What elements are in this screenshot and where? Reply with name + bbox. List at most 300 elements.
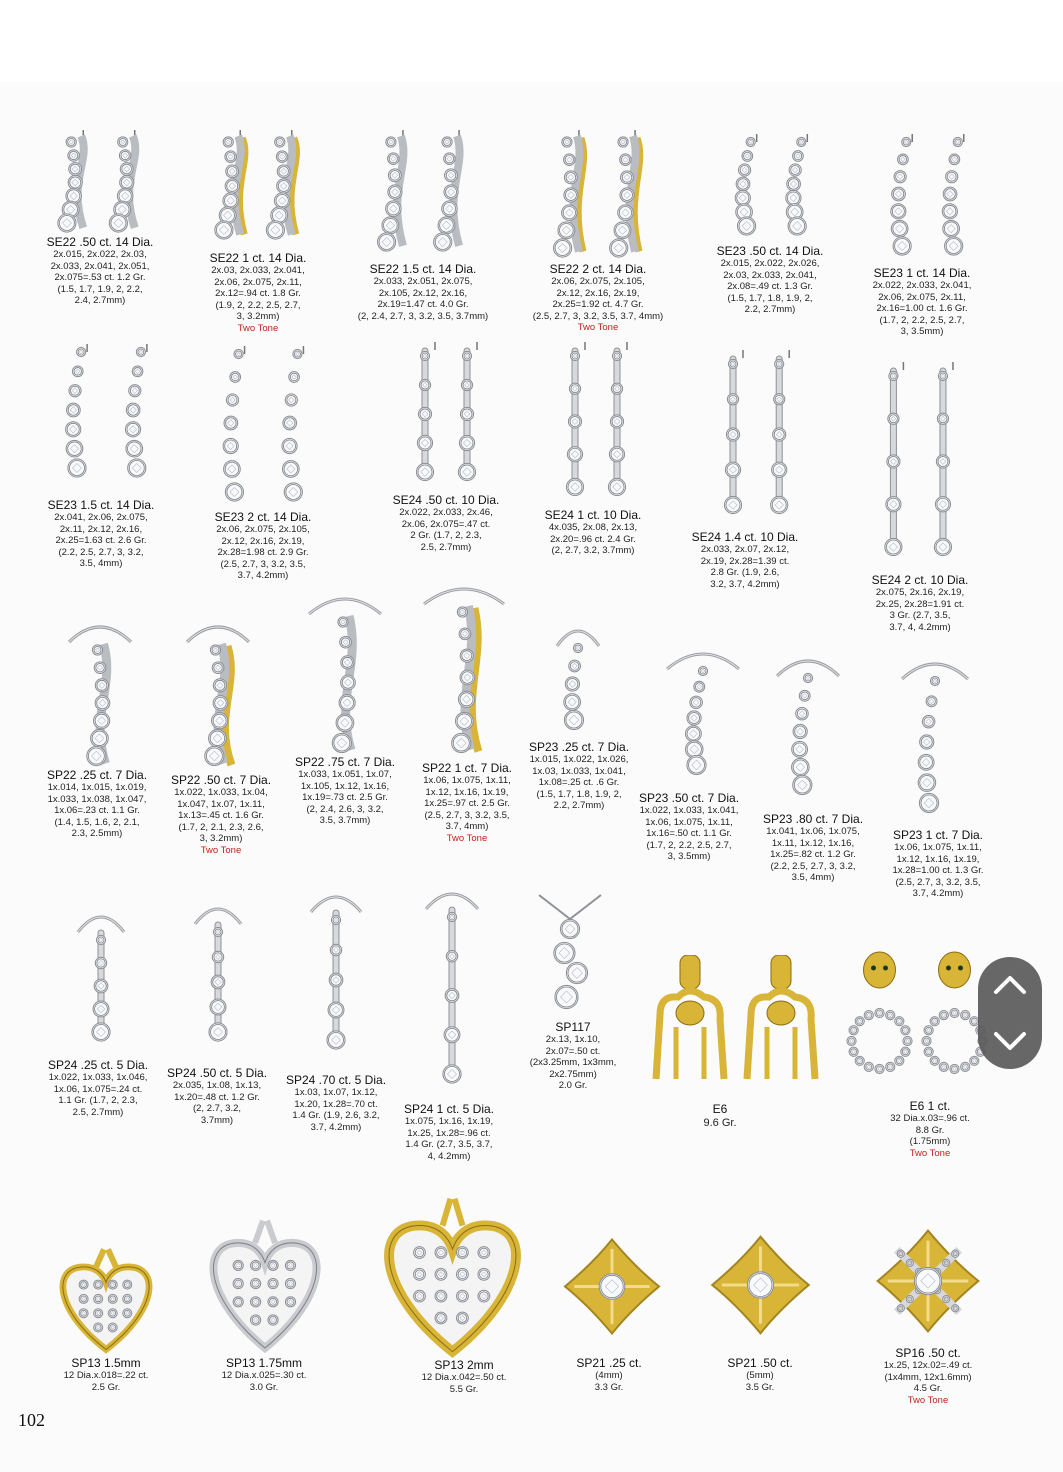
diamond-icon xyxy=(795,726,806,737)
diamond-icon xyxy=(331,975,342,986)
diamond-icon xyxy=(570,417,580,427)
jewelry-group xyxy=(902,664,968,813)
diamond-icon xyxy=(221,209,235,223)
jewelry-group xyxy=(309,599,381,753)
diamond-icon xyxy=(555,944,573,962)
diamond-icon xyxy=(420,409,430,419)
item-caption xyxy=(343,262,503,322)
diamond-icon xyxy=(460,693,473,706)
diamond-icon xyxy=(70,177,81,188)
diamond-icon xyxy=(227,485,242,500)
jewelry-group xyxy=(667,654,739,775)
item-caption xyxy=(513,508,673,557)
diamond-icon xyxy=(59,216,74,231)
item-caption xyxy=(858,828,1018,900)
item-specs: 2x.06, 2x.075, 2x.105, 2x.12, 2x.16, 2x.19, 2x.25=1.92 ct. 4.7 Gr. (2.5, 2.7, 3, 3.2, 3.5, 3.7, 4mm) xyxy=(532,276,664,322)
diamond-icon xyxy=(379,235,394,250)
jewelry-group xyxy=(885,362,953,556)
diamond-icon xyxy=(330,1004,343,1017)
jewelry-group xyxy=(66,344,147,477)
diamond-icon xyxy=(622,190,633,201)
item-caption xyxy=(848,1346,1008,1407)
jewelry-image xyxy=(773,652,843,797)
jewelry-group xyxy=(195,909,241,1041)
diamond-icon xyxy=(797,709,806,718)
diamond-icon xyxy=(601,1275,623,1297)
jewelry-image xyxy=(422,885,482,1090)
item-title: E6 xyxy=(712,1102,728,1116)
item-title: SE22 .50 ct. 14 Dia. xyxy=(46,235,154,249)
diamond-icon xyxy=(562,921,578,937)
item-caption xyxy=(184,1356,344,1393)
diamond-icon xyxy=(774,430,784,440)
diamond-icon xyxy=(458,1292,467,1301)
chain-highlight xyxy=(309,599,381,614)
diamond-icon xyxy=(565,190,576,201)
jewelry-image xyxy=(858,360,976,565)
item-caption xyxy=(842,266,1002,338)
diamond-icon xyxy=(788,179,799,190)
diamond-icon xyxy=(130,386,139,395)
diamond-icon xyxy=(791,166,800,175)
diamond-icon xyxy=(342,677,354,689)
two-tone-label: Two Tone xyxy=(907,1394,949,1406)
item-specs: 1x.06, 1x.075, 1x.11, 1x.12, 1x.16, 1x.19, 1x.28=1.00 ct. 1.3 Gr. (2.5, 2.7, 3, 3.2, 3.5, 3.7, 4.2mm) xyxy=(892,842,984,899)
page-number: 102 xyxy=(18,1410,45,1430)
panther-head xyxy=(939,952,971,988)
jewelry-group xyxy=(63,1249,149,1349)
item-title: SE24 .50 ct. 10 Dia. xyxy=(392,493,500,507)
item-title: SE23 1 ct. 14 Dia. xyxy=(873,266,971,280)
two-tone-label: Two Tone xyxy=(200,844,242,856)
item-title: SP24 .25 ct. 5 Dia. xyxy=(47,1058,149,1072)
diamond-icon xyxy=(563,207,575,219)
diamond-icon xyxy=(215,697,227,709)
panther-eye xyxy=(958,966,963,971)
item-specs: 32 Dia.x.03=.96 ct. 8.8 Gr. (1.75mm) xyxy=(890,1113,970,1147)
diamond-icon xyxy=(226,418,237,429)
two-tone-label: Two Tone xyxy=(577,322,619,333)
panther-head xyxy=(864,952,896,988)
chevron-down-icon xyxy=(991,1029,1029,1053)
diamond-icon xyxy=(96,981,107,992)
jewelry-image xyxy=(307,888,365,1056)
diamond-icon xyxy=(462,672,474,684)
diamond-icon xyxy=(446,171,456,181)
item-specs: 2x.015, 2x.022, 2x.026, 2x.03, 2x.033, 2x.041, 2x.08=.49 ct. 1.3 Gr. (1.5, 1.7, 1.8, 1.9, 2, 2.2, 2.7mm) xyxy=(720,258,820,315)
diamond-icon xyxy=(341,696,354,709)
diamond-icon xyxy=(389,187,400,198)
item-title: SP24 .70 ct. 5 Dia. xyxy=(285,1073,387,1087)
diamond-icon xyxy=(920,776,934,790)
item-specs: 1x.075, 1x.16, 1x.19, 1x.25, 1x.28=.96 ct. 1.4 Gr. (2.7, 3.5, 3.7, 4, 4.2mm) xyxy=(404,1116,494,1162)
chain-highlight xyxy=(187,627,249,642)
diamond-icon xyxy=(111,216,126,231)
item-title: SP24 .50 ct. 5 Dia. xyxy=(166,1066,268,1080)
diamond-icon xyxy=(446,1028,459,1041)
diamond-icon xyxy=(415,1248,424,1257)
heart-frame xyxy=(389,1225,516,1351)
item-specs: 1x.033, 1x.051, 1x.07, 1x.105, 1x.12, 1x.16, 1x.19=.73 ct. 2.5 Gr. (2, 2.4, 2.6, 3, 3.2, 3.5, 3.7mm) xyxy=(298,769,392,826)
item-title: SP13 1.75mm xyxy=(225,1356,303,1370)
diamond-icon xyxy=(567,679,578,690)
chain-icon xyxy=(539,895,601,919)
diamond-icon xyxy=(286,485,301,500)
diamond-icon xyxy=(97,697,109,709)
diamond-icon xyxy=(790,219,805,234)
jewelry-group xyxy=(426,894,478,1083)
diamond-icon xyxy=(415,1292,424,1301)
diamond-icon xyxy=(284,440,296,452)
diamond-icon xyxy=(568,480,582,494)
item-title: SP23 .80 ct. 7 Dia. xyxy=(762,812,864,826)
item-caption xyxy=(529,1356,689,1393)
diamond-icon xyxy=(95,1003,108,1016)
diamond-icon xyxy=(689,757,705,773)
item-caption xyxy=(518,262,678,334)
diamond-icon xyxy=(687,727,700,740)
item-caption xyxy=(366,493,526,553)
diamond-icon xyxy=(329,1033,344,1048)
two-tone-label: Two Tone xyxy=(446,832,488,844)
item-title: SP22 .75 ct. 7 Dia. xyxy=(294,755,396,769)
page-nav-control xyxy=(978,957,1042,1069)
diamond-icon xyxy=(128,442,142,456)
diamond-icon xyxy=(886,540,900,554)
item-specs: 2x.033, 2x.051, 2x.075, 2x.105, 2x.12, 2x.16, 2x.19=1.47 ct. 4.0 Gr. (2, 2.4, 2.7, 3, 3.2, 3.5, 3.7mm) xyxy=(357,276,489,322)
diamond-icon xyxy=(772,498,786,512)
scroll-up-button[interactable] xyxy=(978,957,1042,1013)
diamond-icon xyxy=(88,748,104,764)
jewelry-image xyxy=(198,1215,332,1355)
diamond-icon xyxy=(612,417,622,427)
jewelry-image xyxy=(305,590,385,755)
diamond-icon xyxy=(284,418,295,429)
diamond-icon xyxy=(946,239,961,254)
diamond-icon xyxy=(611,448,623,460)
diamond-icon xyxy=(446,187,457,198)
diamond-icon xyxy=(228,396,237,405)
diamond-icon xyxy=(211,1025,226,1040)
jewelry-group xyxy=(712,1237,809,1334)
jewelry-group xyxy=(724,350,789,514)
item-title: SP16 .50 ct. xyxy=(895,1346,961,1360)
diamond-icon xyxy=(616,224,630,238)
diamond-icon xyxy=(480,1292,489,1301)
jewelry-image xyxy=(183,618,253,768)
jewelry-group xyxy=(847,952,987,1074)
jewelry-group xyxy=(424,589,504,753)
diamond-icon xyxy=(440,219,454,233)
jewelry-image xyxy=(40,342,170,480)
item-specs: 1x.022, 1x.033, 1x.041, 1x.06, 1x.075, 1x.11, 1x.16=.50 ct. 1.1 Gr. (1.7, 2, 2.2, 2.5, 2.7, 3, 3.5mm) xyxy=(639,805,739,862)
item-specs: 4x.035, 2x.08, 2x.13, 2x.20=.96 ct. 2.4 Gr. (2, 2.7, 3.2, 3.7mm) xyxy=(548,522,638,556)
chain-highlight xyxy=(424,589,504,604)
item-caption xyxy=(21,498,181,570)
item-specs: 2x.033, 2x.07, 2x.12, 2x.19, 2x.28=1.39 ct. 2.8 Gr. (1.9, 2.6, 3.2, 3.7, 4.2mm) xyxy=(700,544,790,590)
diamond-icon xyxy=(570,662,579,671)
diamond-icon xyxy=(215,680,225,690)
item-specs: 1x.014, 1x.015, 1x.019, 1x.033, 1x.038, 1x.047, 1x.06=.23 ct. 1.1 Gr. (1.4, 1.5, 1.6, 2, 2.1, 2.3, 2.5mm) xyxy=(47,782,147,839)
item-title: SP22 1 ct. 7 Dia. xyxy=(421,761,513,775)
diamond-icon xyxy=(334,735,350,751)
diamond-icon xyxy=(619,207,631,219)
diamond-icon xyxy=(287,396,296,405)
item-specs: 2x.075, 2x.16, 2x.19, 2x.25, 2x.28=1.91 ct. 3 Gr. (2.7, 3.5, 3.7, 4, 4.2mm) xyxy=(875,587,965,633)
item-specs: 2x.015, 2x.022, 2x.03, 2x.033, 2x.041, 2x.051, 2x.075=.53 ct. 1.2 Gr. (1.5, 1.7, 1.9, 2, 2.2, 2.4, 2.7mm) xyxy=(50,249,150,306)
item-specs: 1x.03, 1x.07, 1x.12, 1x.20, 1x.28=.70 ct. 1.4 Gr. (1.9, 2.6, 3.2, 3.7, 4.2mm) xyxy=(292,1087,380,1133)
diamond-icon xyxy=(689,713,700,724)
item-specs: 1x.022, 1x.033, 1x.046, 1x.06, 1x.075=.24 ct. 1.1 Gr. (1.7, 2, 2.3, 2.5, 2.7mm) xyxy=(48,1072,148,1118)
item-title: SP22 .25 ct. 7 Dia. xyxy=(46,768,148,782)
item-caption xyxy=(850,1099,1010,1160)
diamond-icon xyxy=(127,423,139,435)
diamond-icon xyxy=(458,1314,467,1323)
jewelry-image xyxy=(898,655,972,815)
bail xyxy=(771,955,791,989)
jewelry-image xyxy=(420,580,508,755)
diamond-icon xyxy=(893,222,907,236)
jewelry-image xyxy=(45,128,157,233)
diamond-icon xyxy=(418,465,432,479)
item-specs: (5mm) 3.5 Gr. xyxy=(745,1370,775,1393)
jewelry-group xyxy=(777,661,839,795)
item-specs: 12 Dia.x.018=.22 ct. 2.5 Gr. xyxy=(63,1370,149,1393)
jewelry-group xyxy=(187,627,249,766)
jewelry-group xyxy=(58,130,135,232)
item-caption xyxy=(183,510,343,582)
diamond-icon xyxy=(210,731,225,746)
jewelry-image xyxy=(703,1212,818,1350)
diamond-icon xyxy=(740,166,749,175)
item-caption xyxy=(20,235,180,307)
jewelry-image xyxy=(65,618,135,768)
diamond-icon xyxy=(415,1270,424,1279)
jewelry-image xyxy=(648,955,823,1085)
diamond-icon xyxy=(445,1067,460,1082)
cat-head xyxy=(767,1001,795,1025)
diamond-icon xyxy=(284,462,298,476)
diamond-icon xyxy=(119,190,131,202)
diamond-icon xyxy=(749,1274,772,1297)
jewelry-image xyxy=(545,340,645,505)
diamond-icon xyxy=(727,464,739,476)
diamond-icon xyxy=(622,173,632,183)
jewelry-image xyxy=(700,348,810,523)
diamond-icon xyxy=(212,1001,225,1014)
item-title: SP23 .50 ct. 7 Dia. xyxy=(638,791,740,805)
item-title: SE24 2 ct. 10 Dia. xyxy=(871,573,969,587)
diamond-icon xyxy=(611,241,626,256)
jewelry-group xyxy=(311,897,361,1049)
diamond-icon xyxy=(726,498,740,512)
item-title: SP22 .50 ct. 7 Dia. xyxy=(170,773,272,787)
item-specs: 2x.022, 2x.033, 2x.46, 2x.06, 2x.075=.47 ct. 2 Gr. (1.7, 2, 2.3, 2.5, 2.7mm) xyxy=(399,507,493,553)
jewelry-group xyxy=(539,895,601,1009)
diamond-icon xyxy=(96,663,105,672)
diamond-icon xyxy=(278,181,289,192)
jewelry-group xyxy=(566,342,627,496)
diamond-icon xyxy=(97,680,107,690)
diamond-icon xyxy=(443,203,455,215)
diamond-icon xyxy=(206,748,222,764)
diamond-icon xyxy=(461,630,470,639)
jewelry-group xyxy=(735,134,807,235)
diamond-icon xyxy=(69,461,84,476)
diamond-icon xyxy=(338,716,353,731)
jewelry-image xyxy=(842,950,992,1075)
diamond-icon xyxy=(128,405,138,416)
bail xyxy=(680,955,700,989)
bail xyxy=(96,1249,116,1267)
jewelry-group xyxy=(565,1239,659,1333)
item-title: SP21 .25 ct. xyxy=(576,1356,642,1370)
diamond-icon xyxy=(384,219,398,233)
diamond-icon xyxy=(893,189,904,200)
diamond-icon xyxy=(896,172,905,181)
item-title: SE23 2 ct. 14 Dia. xyxy=(214,510,312,524)
chevron-up-icon xyxy=(991,973,1029,997)
item-specs: 9.6 Gr. xyxy=(703,1117,737,1129)
item-caption xyxy=(680,1356,840,1393)
item-caption xyxy=(840,573,1000,633)
diamond-icon xyxy=(566,712,582,728)
item-title: SE24 1.4 ct. 10 Dia. xyxy=(691,530,799,544)
diamond-icon xyxy=(387,203,399,215)
diamond-icon xyxy=(888,457,898,467)
diamond-icon xyxy=(279,167,289,177)
item-caption xyxy=(665,530,825,590)
diamond-icon xyxy=(70,164,80,174)
jewelry-image xyxy=(198,344,326,504)
item-title: E6 1 ct. xyxy=(909,1099,951,1113)
diamond-icon xyxy=(342,657,352,667)
diamond-icon xyxy=(566,173,576,183)
item-specs: 1x.022, 1x.033, 1x.04, 1x.047, 1x.07, 1x.11, 1x.13=.45 ct. 1.6 Gr. (1.7, 2, 2.1, 2.3, 2.6, 3, 3.2mm) xyxy=(174,787,268,844)
item-specs: 1x.06, 1x.075, 1x.11, 1x.12, 1x.16, 1x.19, 1x.25=.97 ct. 2.5 Gr. (2.5, 2.7, 3, 3.2, 3.5, 3.7, 4mm) xyxy=(423,775,511,832)
item-title: SP13 1.5mm xyxy=(71,1356,141,1370)
diamond-icon xyxy=(276,195,288,207)
jewelry-image xyxy=(715,132,825,238)
diamond-icon xyxy=(213,714,226,727)
jewelry-image xyxy=(663,645,743,777)
diamond-icon xyxy=(462,409,472,419)
diamond-icon xyxy=(227,181,238,192)
scroll-down-button[interactable] xyxy=(978,1013,1042,1069)
item-title: SP23 1 ct. 7 Dia. xyxy=(892,828,984,842)
jewelry-group xyxy=(223,346,303,501)
jewelry-image xyxy=(362,128,484,252)
diamond-icon xyxy=(944,222,958,236)
item-specs: 1x.041, 1x.06, 1x.075, 1x.11, 1x.12, 1x.16, 1x.25=.82 ct. 1.2 Gr. (2.2, 2.5, 2.7, 3, 3.2, 3.5, 4mm) xyxy=(766,826,860,883)
jewelry-image xyxy=(74,908,128,1048)
bail xyxy=(443,1199,463,1226)
diamond-icon xyxy=(739,219,754,234)
diamond-icon xyxy=(560,224,574,238)
diamond-icon xyxy=(895,239,910,254)
diamond-icon xyxy=(794,777,810,793)
jewelry-image xyxy=(395,340,495,490)
diamond-icon xyxy=(920,756,933,769)
item-title: SP24 1 ct. 5 Dia. xyxy=(403,1102,495,1116)
diamond-icon xyxy=(555,241,570,256)
diamond-icon xyxy=(921,795,937,811)
jewelry-group xyxy=(69,627,131,766)
item-specs: 2x.13, 1x.10, 2x.07=.50 ct. (2x3.25mm, 1x3mm, 2x2.75mm) 2.0 Gr. xyxy=(529,1034,617,1091)
diamond-icon xyxy=(887,498,899,510)
panther-eye xyxy=(871,966,876,971)
jewelry-image xyxy=(870,132,982,258)
item-caption xyxy=(493,1020,653,1092)
diamond-icon xyxy=(213,977,224,988)
diamond-icon xyxy=(437,1292,446,1301)
diamond-icon xyxy=(272,209,286,223)
item-title: SE22 2 ct. 14 Dia. xyxy=(549,262,647,276)
diamond-icon xyxy=(129,461,144,476)
diamond-icon xyxy=(793,743,806,756)
item-caption xyxy=(178,251,338,335)
diamond-icon xyxy=(569,448,581,460)
diamond-icon xyxy=(341,638,350,647)
jewelry-group xyxy=(878,1231,979,1332)
item-title: SE22 1.5 ct. 14 Dia. xyxy=(369,262,477,276)
diamond-icon xyxy=(892,205,904,217)
diamond-icon xyxy=(225,462,239,476)
diamond-icon xyxy=(945,189,956,200)
diamond-icon xyxy=(921,737,932,748)
item-title: SE22 1 ct. 14 Dia. xyxy=(209,251,307,265)
heart-frame xyxy=(213,1243,316,1348)
item-caption xyxy=(369,1102,529,1162)
diamond-icon xyxy=(947,172,956,181)
diamond-icon xyxy=(938,457,948,467)
diamond-icon xyxy=(419,437,431,449)
panther-eye xyxy=(946,966,951,971)
diamond-icon xyxy=(565,695,579,709)
two-tone-label: Two Tone xyxy=(909,1147,951,1159)
jewelry-group xyxy=(215,130,297,239)
item-specs: 2x.035, 1x.08, 1x.13, 1x.20=.48 ct. 1.2 Gr. (2, 2.7, 3.2, 3.7mm) xyxy=(172,1080,262,1126)
jewelry-group xyxy=(557,631,599,730)
diamond-icon xyxy=(787,192,799,204)
jewelry-image xyxy=(202,128,314,240)
diamond-icon xyxy=(68,442,82,456)
item-specs: 1x.25, 12x.02=.49 ct. (1x4mm, 12x1.6mm) 4.5 Gr. xyxy=(883,1360,973,1394)
item-specs: 2x.041, 2x.06, 2x.075, 2x.11, 2x.12, 2x.16, 2x.25=1.63 ct. 2.6 Gr. (2.2, 2.5, 2.7, 3, 3.2, 3.5, 4mm) xyxy=(54,512,148,569)
diamond-icon xyxy=(458,1248,467,1257)
diamond-icon xyxy=(480,1270,489,1279)
diamond-icon xyxy=(460,465,474,479)
diamond-icon xyxy=(937,498,949,510)
jewelry-image xyxy=(50,1245,162,1355)
diamond-icon xyxy=(610,480,624,494)
diamond-icon xyxy=(773,464,785,476)
item-title: SP21 .50 ct. xyxy=(727,1356,793,1370)
jewelry-group xyxy=(553,130,639,257)
diamond-icon xyxy=(793,760,807,774)
item-specs: 2x.03, 2x.033, 2x.041, 2x.06, 2x.075, 2x.11, 2x.12=.94 ct. 1.8 Gr. (1.9, 2, 2.2, 2.5, 2.7, 3, 3.2mm) xyxy=(211,265,305,322)
jewelry-group xyxy=(377,130,459,251)
cat-head xyxy=(676,1001,704,1025)
diamond-icon xyxy=(435,235,450,250)
diamond-icon xyxy=(92,731,107,746)
item-title: SE23 .50 ct. 14 Dia. xyxy=(716,244,824,258)
diamond-icon xyxy=(457,714,472,729)
diamond-icon xyxy=(71,386,80,395)
diamond-icon xyxy=(122,164,132,174)
item-specs: 2x.06, 2x.075, 2x.105, 2x.12, 2x.16, 2x.19, 2x.28=1.98 ct. 2.9 Gr. (2.5, 2.7, 3, 3.2, 3.5, 3.7, 4.2mm) xyxy=(216,524,310,581)
jewelry-group xyxy=(891,134,964,255)
